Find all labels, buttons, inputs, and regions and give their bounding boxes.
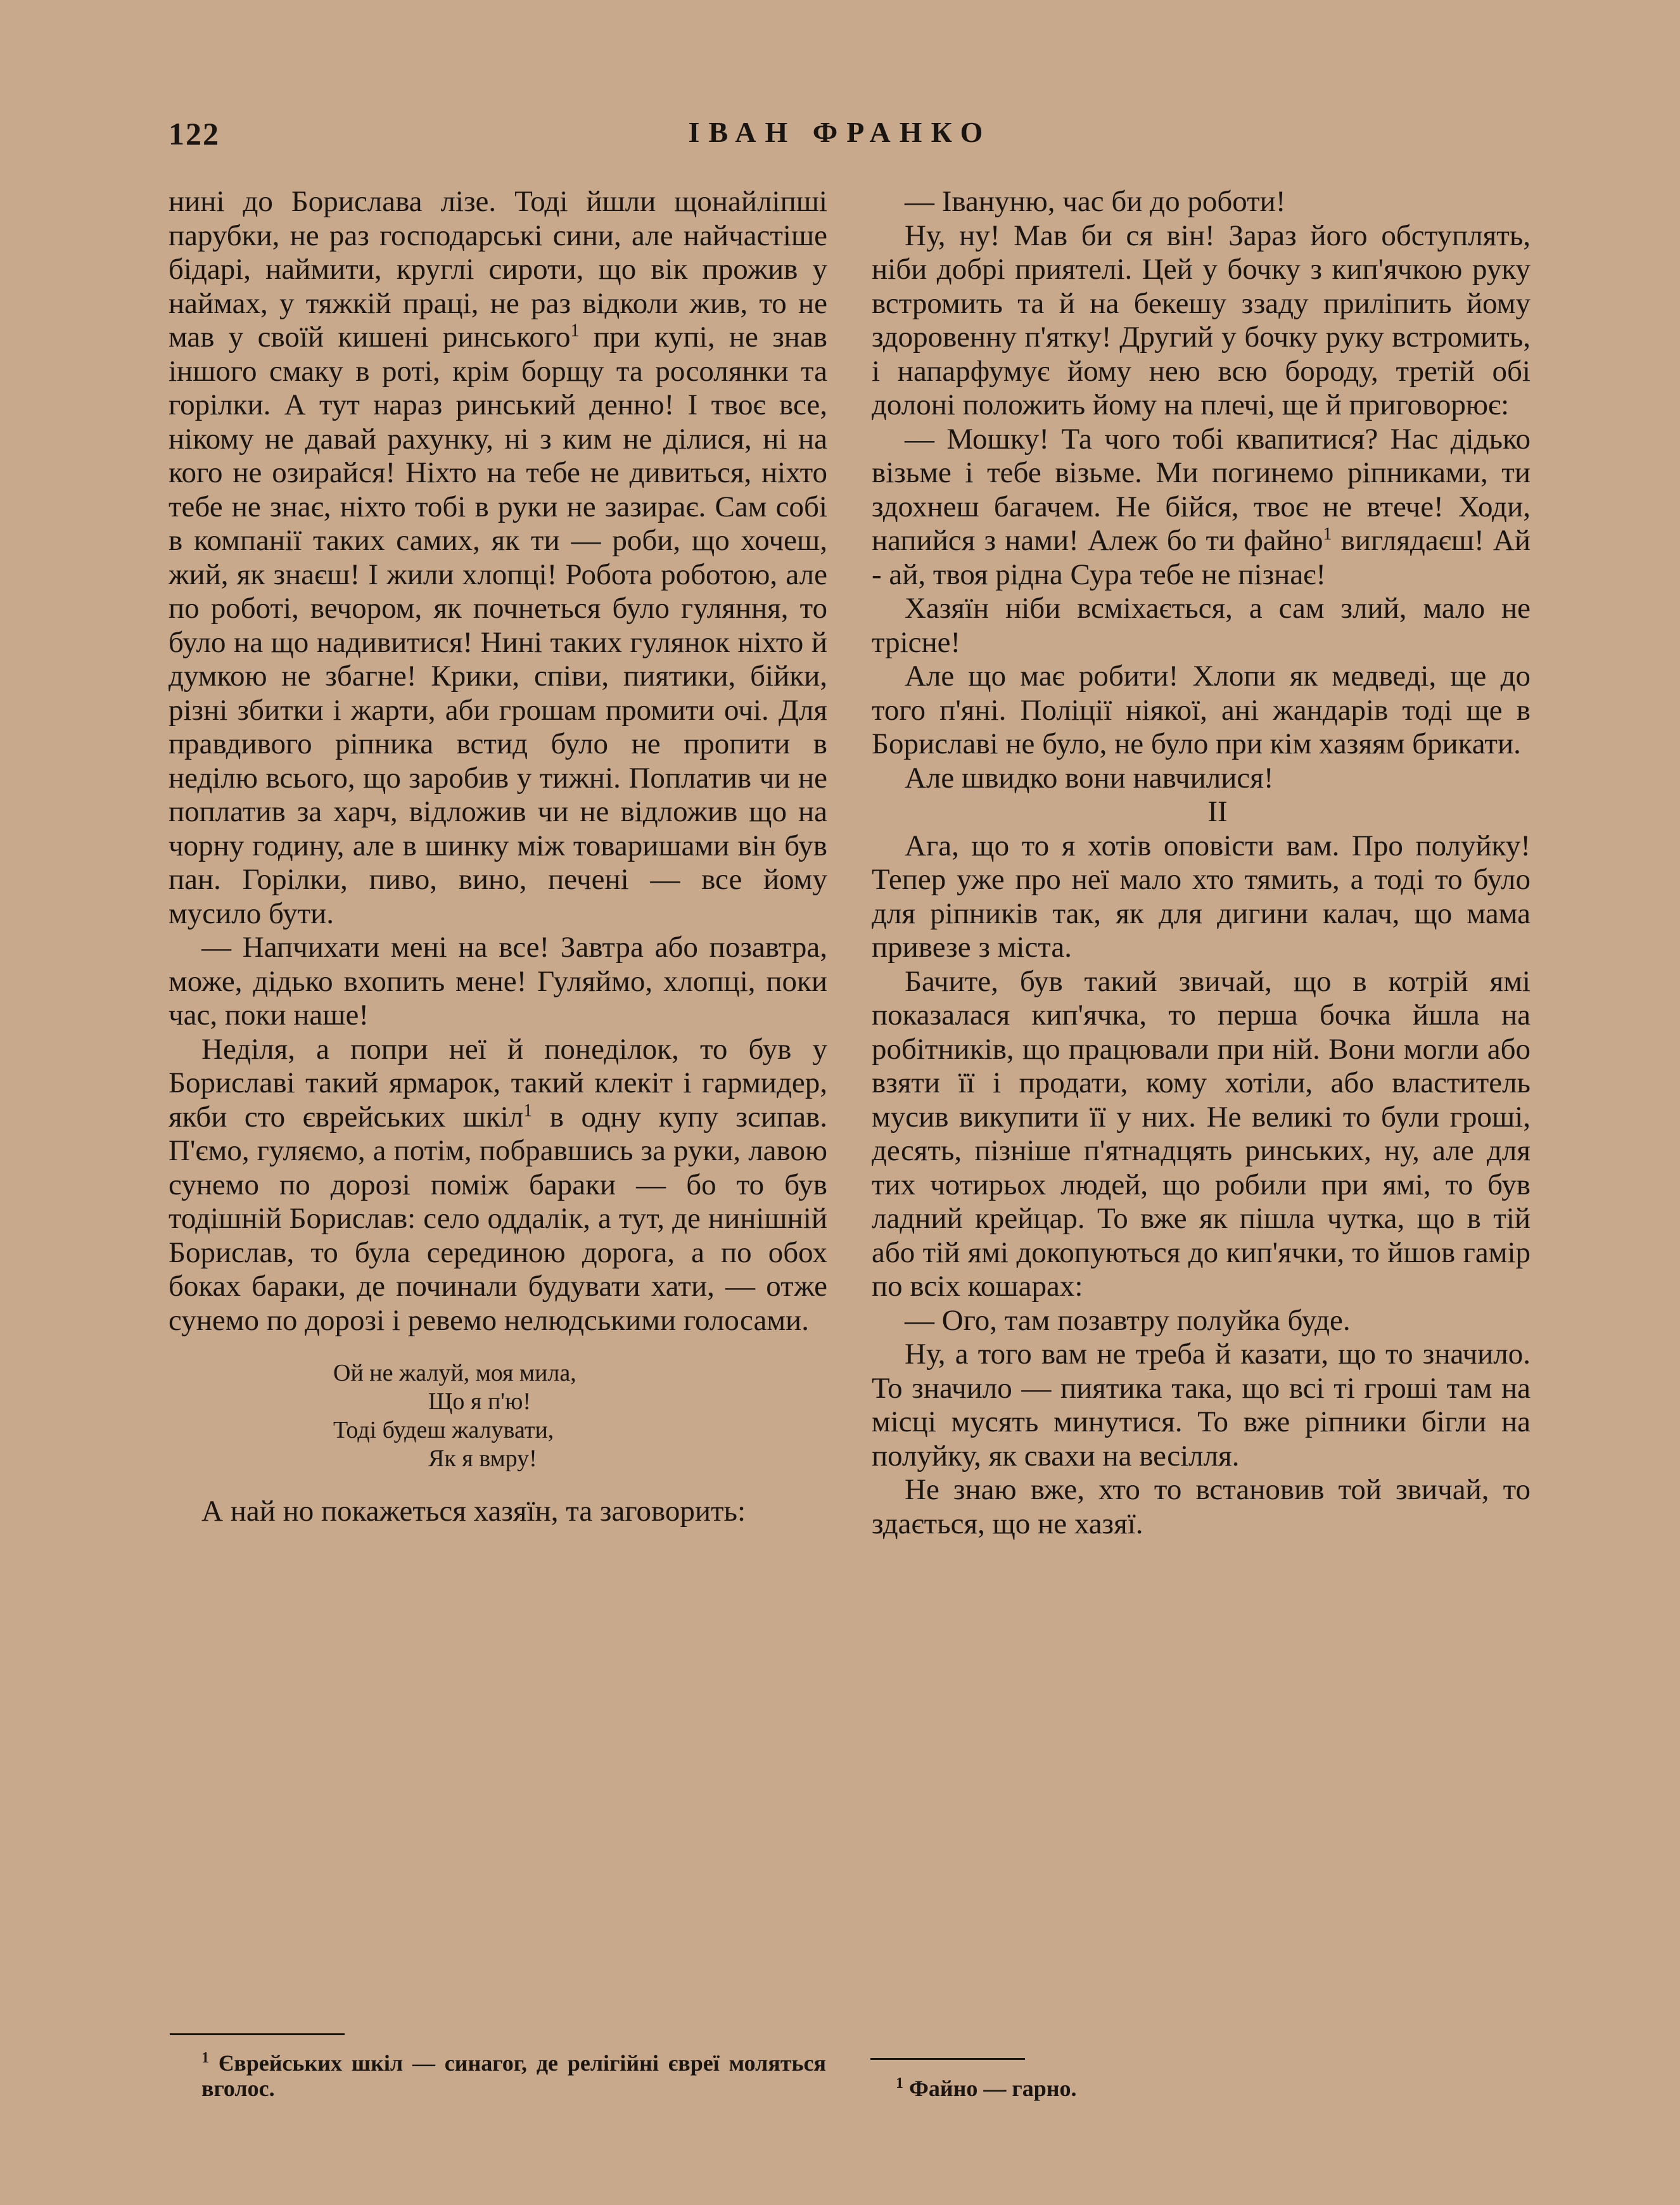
paragraph-text: Неділя, а попри неї й понеділок, то був у Бориславі такий ярмарок, такий клекіт і гармидер, якби сто єврейських шкіл [169,1032,827,1134]
footnote-ref: 1 [1323,524,1332,544]
paragraph [169,1033,827,1338]
footnote-text: Файно — гарно. [903,2076,1077,2101]
footnote-rule [870,2058,1025,2060]
paragraph-text: виглядаєш! Ай - ай, твоя рідна Сура тебе не пізнає! [872,524,1530,591]
poem-line: Тоді будеш жалувати, [333,1417,554,1443]
left-column [169,185,827,1529]
running-title: ІВАН ФРАНКО [688,116,992,148]
paragraph-text: нині до Борислава лізе. Тоді йшли щонайліпші парубки, не раз господарські сини, але найчастіше бідарі, наймити, круглі сироти, що вік прожив у наймах, у тяжкій праці, не раз відколи жив, то не мав у своїй кишені ринського [169,185,827,354]
footnote [201,2050,826,2101]
footnote-rule [170,2033,345,2035]
paragraph: — Ого, там позавтру полуйка буде. [905,1303,1351,1337]
paragraph: Ну, ну! Мав би ся він! Зараз його обступлять, ніби добрі приятелі. Цей у бочку з кип'ячкою руку встромить та й на бекешу ззаду приліпить йому здоровенну п'ятку! Другий у бочку руку встромить, і напарфумує йому нею всю бороду, третій обі долоні положить йому на плечі, ще й приговорює: [872,219,1530,421]
paragraph-text: в одну купу зсипав. П'ємо, гуляємо, а потім, побравшись за руки, лавою сунемо по дорозі поміж бараки — бо то був тодішній Борислав: село оддалік, а тут, де нинішній Борислав, то була серединою дорога, а по обох боках бараки, де починали будувати хати, — отже сунемо по дорозі і ревемо нелюдськими голосами. [169,1100,828,1337]
poem-line: Що я п'ю! [428,1388,531,1415]
section-heading: II [1207,795,1228,828]
footnote-mark: 1 [896,2075,903,2092]
paragraph: Ну, а того вам не треба й казати, що то значило. То значило — пиятика така, що всі ті гроші там на місці мусять минутися. То вже ріпники бігли на полуйку, як свахи на весілля. [872,1338,1530,1473]
right-column [872,185,1530,1541]
paragraph: Хазяїн ніби всміхається, а сам злий, мало не трісне! [872,592,1530,659]
paragraph: Але швидко вони навчилися! [905,761,1274,795]
paragraph: Ага, що то я хотів оповісти вам. Про полуйку! Тепер уже про неї мало хто тямить, а тоді то було для ріпників так, як для дигини калач, що мама привезе з міста. [872,829,1530,964]
paragraph [872,423,1530,592]
paragraph: — Напчихати мені на все! Завтра або позавтра, може, дідько вхопить мене! Гуляймо, хлопці, поки час, поки наше! [169,931,827,1032]
paragraph: Бачите, був такий звичай, що в котрій ямі показалася кип'ячка, то перша бочка йшла на робітників, що працювали при ній. Вони могли або взяти її і продати, кому хотіли, або властитель мусив викупити її у них. Не великі то були гроші, десять, пізніше п'ятнадцять ринських, ну, але для тих чотирьох людей, що робили при ямі, то був ладний крейцар. То вже як пішла чутка, що в тій або тій ямі докопуються до кип'ячки, то йшов гамір по всіх кошарах: [872,964,1530,1303]
paragraph-text: — Мошку! Та чого тобі квапитися? Нас дідько візьме і тебе візьме. Ми погинемо ріпниками, ти здохнеш багачем. Не бійся, твоє не втече! Ходи, напийся з нами! Алеж бо ти файно [872,422,1530,557]
footnote-ref: 1 [523,1100,533,1120]
paragraph: Але що має робити! Хлопи як медведі, ще до того п'яні. Поліції ніякої, ані жандарів тоді ще в Бориславі не було, не було при кім хазяям брикати. [872,660,1530,760]
poem-stanza [169,1359,827,1473]
footnote [896,2076,1441,2101]
footnote-mark: 1 [201,2050,209,2066]
page-number: 122 [169,116,220,151]
paragraph [169,185,827,931]
paragraph: Не знаю вже, хто то встановив той звичай, то здається, що не хазяї. [872,1473,1530,1540]
footnote-text: Єврейських шкіл — синагог, де релігійні євреї моляться вголос. [201,2050,826,2101]
poem-line: Ой не жалуй, моя мила, [333,1360,576,1386]
poem-line: Як я вмру! [428,1445,537,1472]
footnote-ref: 1 [570,321,580,341]
paragraph: — Івануню, час би до роботи! [905,185,1286,218]
paragraph: А най но покажеться хазяїн, та заговорить: [201,1495,746,1528]
paragraph-text: при купі, не знав іншого смаку в роті, крім борщу та росолянки та горілки. А тут нараз ринський денно! І твоє все, нікому не давай рахунку, ні з ким не ділися, ні на кого не озирайся! Ніхто на тебе не дивиться, ніхто тебе не знає, ніхто тобі в руки не зазирає. Сам собі в компанії таких самих, як ти — роби, що хочеш, жий, як знаєш! І жили хлопці! Робота роботою, але по роботі, вечором, як почнеться було гуляння, то було на що надивитися! Нині таких гулянок ніхто й думкою не збагне! Крики, співи, пиятики, бійки, різні збитки і жарти, аби грошам промити очі. Для правдивого ріпника встид було не пропити в неділю всього, що заробив у тижні. Поплатив чи не поплатив за харч, відложив чи не відложив що на чорну годину, але в шинку між товаришами він був пан. Горілки, пиво, вино, печені — все йому мусило бути. [169,321,827,930]
